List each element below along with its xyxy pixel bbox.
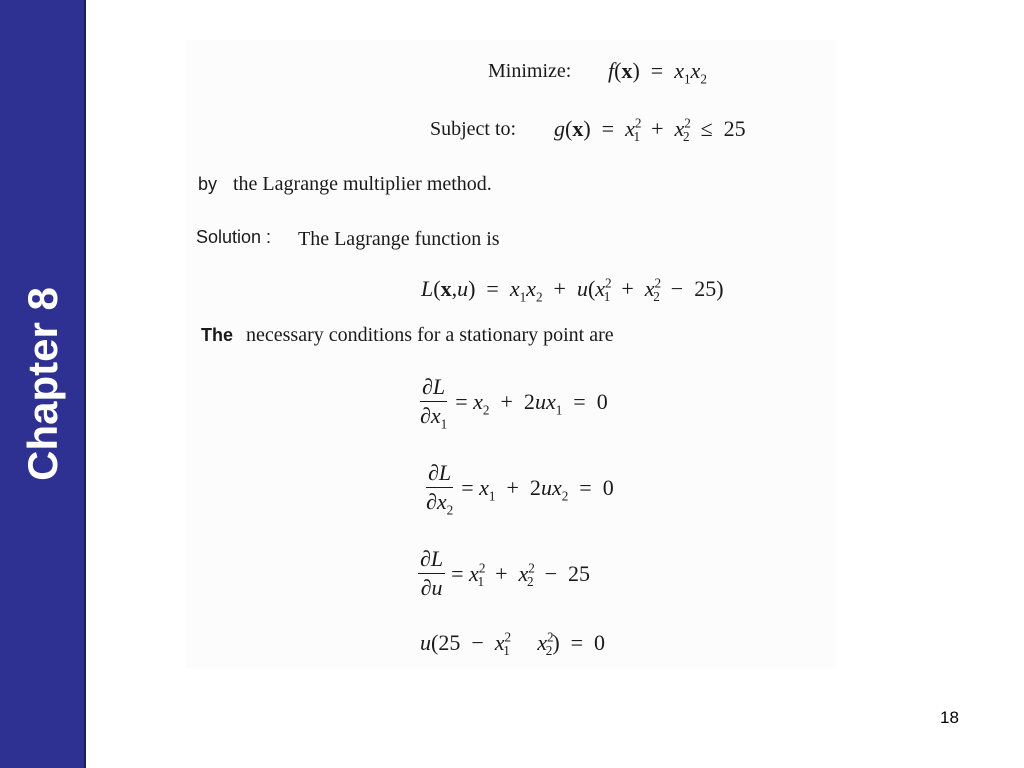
by-word: by — [198, 174, 218, 194]
complementary-slackness-equation: $u(25 - x^2_1$ $x^2_2) = 0$ — [420, 629, 606, 659]
chapter-title: Chapter 8 — [19, 287, 66, 481]
condition-dl-dx1: $\frac{\partial L}{\partial x_1}$ = $x_2 + 2ux_1 = 0$ — [420, 374, 608, 432]
page-number: 18 — [940, 708, 959, 727]
constraint-equation: $g(x) = x^2_1 + x^2_2 \le 25$ — [554, 115, 746, 145]
lagrange-function-line: The Lagrange function is — [298, 228, 500, 250]
the-word: The — [201, 325, 234, 345]
condition-dl-du: $\frac{\partial L}{\partial u}$ = $x^2_1 + x^2_2 - 25$ — [420, 546, 590, 601]
chapter-sidebar — [0, 0, 86, 768]
solution-label: Solution : — [196, 227, 272, 247]
necessary-conditions-line: necessary conditions for a stationary point are — [246, 324, 614, 346]
objective-function: $f(x) = x_1x_2$ — [608, 58, 707, 87]
subject-to-label: Subject to: — [430, 118, 517, 140]
minimize-label: Minimize: — [488, 60, 572, 82]
condition-dl-dx2: $\frac{\partial L}{\partial x_2}$ = $x_1 + 2ux_2 = 0$ — [426, 460, 614, 518]
method-line: the Lagrange multiplier method. — [233, 173, 492, 195]
lagrange-function-equation: $L(x,u) = x_1x_2 + u(x^2_1 + x^2_2 - 25)$ — [421, 275, 724, 305]
